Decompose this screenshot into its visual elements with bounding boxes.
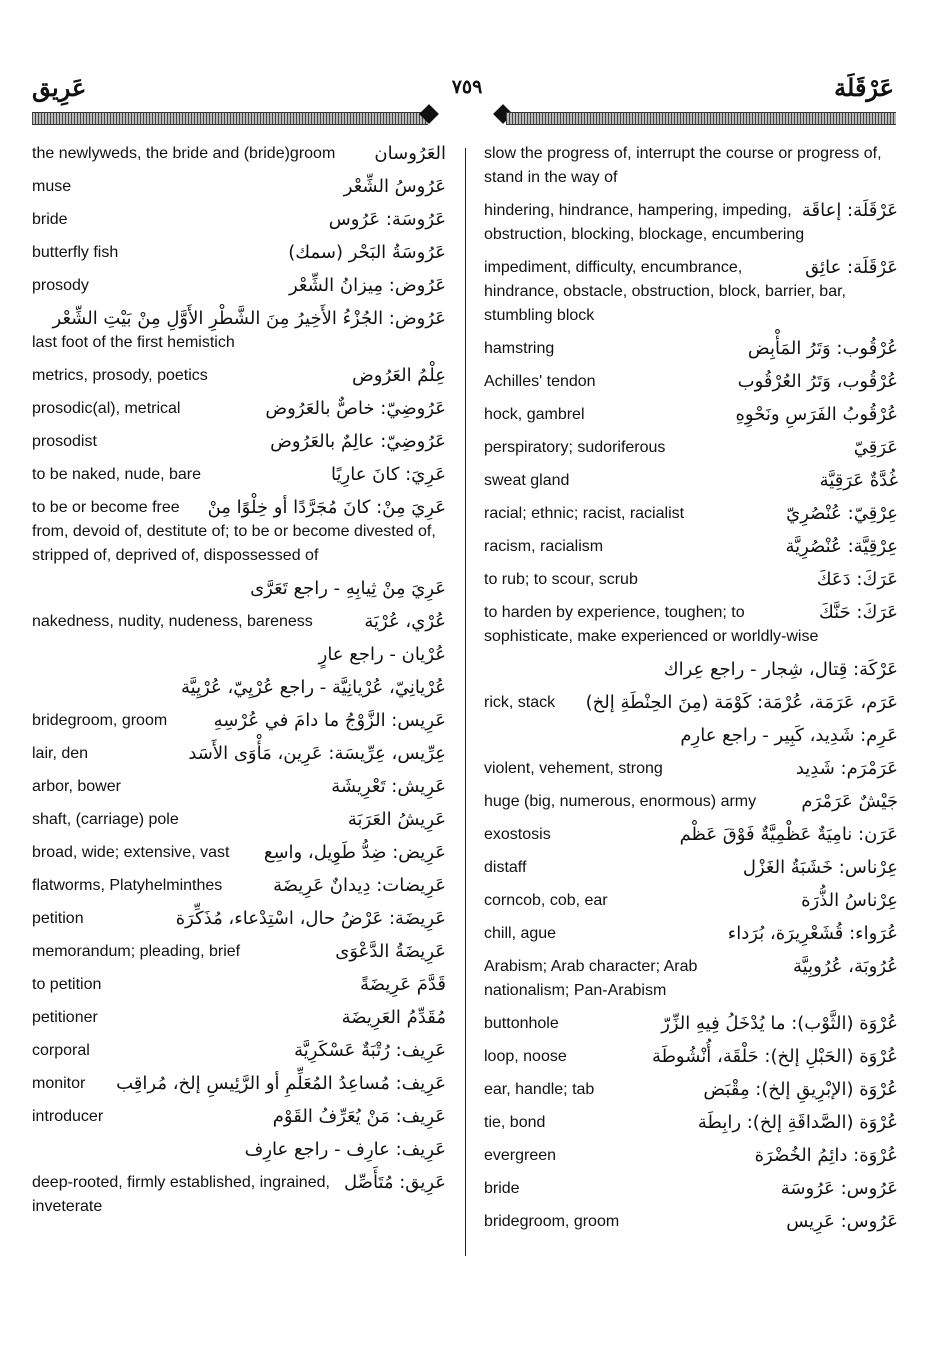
english-definition: hock, gambrel	[484, 406, 585, 423]
arabic-headword: عَرِيضات: دِيدانٌ عَرِيضَة	[273, 875, 446, 896]
english-definition: hamstring	[484, 340, 555, 357]
dictionary-entry	[484, 256, 898, 328]
dictionary-entry	[32, 241, 446, 265]
dictionary-entry	[484, 856, 898, 880]
arabic-headword: عُرْيان - راجع عارٍ	[318, 644, 446, 665]
arabic-headword: عَرِيضَة: عَرْضُ حال، اسْتِدْعاء، مُذَكِّرَة	[175, 908, 446, 929]
arabic-headword: عَرِيش: تَعْرِيشَة	[331, 776, 446, 797]
dictionary-entry	[484, 601, 898, 649]
dictionary-entry	[32, 610, 446, 634]
dictionary-entry	[32, 274, 446, 298]
arabic-headword: عُرْقُوبُ الفَرَسِ ونَحْوِهِ	[735, 404, 898, 425]
arabic-headword: جَيْشٌ عَرَمْرَم	[801, 791, 898, 812]
english-definition: bridegroom, groom	[484, 1213, 620, 1230]
arabic-headword: عَرَن: نامِيَةٌ عَظْمِيَّةٌ فَوْقَ عَظْم	[679, 824, 898, 845]
arabic-headword: عَرِيس: الزَّوْجُ ما دامَ في عُرْسِهِ	[213, 710, 446, 731]
english-definition: monitor	[32, 1075, 86, 1092]
arabic-headword: عُرْيانِيّ، عُرْيانِيَّة - راجع عُرْيِيّ، عُرْيِيَّة	[180, 677, 446, 698]
dictionary-entry	[484, 922, 898, 946]
english-definition: buttonhole	[484, 1015, 559, 1032]
dictionary-entry	[484, 436, 898, 460]
arabic-headword: عِرْناسُ الذُّرَة	[801, 890, 898, 911]
english-definition: last foot of the first hemistich	[32, 334, 235, 351]
arabic-headword: قَدَّمَ عَرِيضَةً	[360, 974, 446, 995]
dictionary-entry	[484, 337, 898, 361]
dictionary-entry	[484, 790, 898, 814]
english-definition: huge (big, numerous, enormous) army	[484, 793, 757, 810]
dictionary-entry	[32, 1171, 446, 1219]
page-number: ٧٥٩	[451, 77, 483, 98]
arabic-headword: عَرَم، عَرَمَة، عُرْمَة: كَوْمَة (مِنَ الحِنْطَةِ إلخ)	[585, 692, 898, 713]
arabic-headword: عَرِيَ: كانَ عارِيًا	[331, 464, 446, 485]
english-definition: to rub; to scour, scrub	[484, 571, 638, 588]
header-rule-left	[32, 112, 428, 125]
dictionary-entry	[484, 1045, 898, 1069]
arabic-headword: عَرْقَلَة: عائِق	[805, 257, 898, 278]
arabic-headword: عَرِيف: رُتْبَةٌ عَسْكَرِيَّة	[294, 1040, 446, 1061]
dictionary-entry	[484, 535, 898, 559]
english-definition: memorandum; pleading, brief	[32, 943, 241, 960]
dictionary-entry	[32, 940, 446, 964]
dictionary-entry	[32, 307, 446, 355]
english-definition: impediment, difficulty, encumbrance, hindrance, obstacle, obstruction, block, barrier, bar, stumbling block	[484, 259, 846, 324]
arabic-headword: عُرْوَة (الإبْرِيقِ إلخ): مِقْبَض	[703, 1079, 898, 1100]
dictionary-entry	[32, 1105, 446, 1129]
dictionary-entry	[32, 841, 446, 865]
dictionary-entry	[484, 1078, 898, 1102]
arabic-headword: عَرْكَة: قِتال، شِجار - راجع عِراك	[663, 659, 898, 680]
arabic-headword: عَرِيَ مِنْ ثِيابِهِ - راجع تَعَرَّى	[250, 578, 446, 599]
english-definition: prosodic(al), metrical	[32, 400, 181, 417]
english-definition: arbor, bower	[32, 778, 121, 795]
dictionary-entry	[484, 889, 898, 913]
dictionary-entry	[32, 775, 446, 799]
left-column	[32, 142, 446, 1228]
dictionary-entry	[32, 1072, 446, 1096]
arabic-headword: عَرَمْرَم: شَدِيد	[795, 758, 898, 779]
english-definition: Achilles' tendon	[484, 373, 596, 390]
dictionary-entry	[484, 658, 898, 682]
arabic-headword: عَرُوض: مِيزانُ الشِّعْر	[288, 275, 446, 296]
english-definition: petitioner	[32, 1009, 98, 1026]
dictionary-entry	[484, 1012, 898, 1036]
arabic-headword: عِرْناس: خَشَبَةُ الغَزْل	[742, 857, 898, 878]
header-rule-right	[506, 112, 896, 125]
dictionary-entry	[484, 403, 898, 427]
arabic-headword: عَرُوسَةُ البَحْر (سمك)	[288, 242, 446, 263]
dictionary-entry	[484, 1111, 898, 1135]
english-definition: bride	[484, 1180, 520, 1197]
english-definition: corncob, cob, ear	[484, 892, 608, 909]
arabic-headword: عَرَكَ: دَعَكَ	[816, 569, 898, 590]
english-definition: racial; ethnic; racist, racialist	[484, 505, 685, 522]
english-definition: shaft, (carriage) pole	[32, 811, 179, 828]
english-definition: sweat gland	[484, 472, 570, 489]
dictionary-entry	[32, 463, 446, 487]
english-definition: petition	[32, 910, 84, 927]
english-definition: prosody	[32, 277, 89, 294]
dictionary-entry	[484, 1144, 898, 1168]
english-definition: metrics, prosody, poetics	[32, 367, 208, 384]
arabic-headword: عَرِيف: مَنْ يُعَرِّفُ القَوْم	[272, 1106, 446, 1127]
english-definition: to petition	[32, 976, 102, 993]
dictionary-entry	[32, 577, 446, 601]
arabic-headword: غُدَّةٌ عَرَقِيَّة	[819, 470, 898, 491]
arabic-headword: عَرَكَ: حَنَّكَ	[818, 602, 898, 623]
arabic-headword: عُرْقُوب، وَتَرُ العُرْقُوب	[737, 371, 898, 392]
dictionary-entry	[484, 1177, 898, 1201]
english-definition: evergreen	[484, 1147, 557, 1164]
arabic-headword: عَرُوسُ الشِّعْر	[343, 176, 446, 197]
arabic-headword: مُقَدِّمُ العَرِيضَة	[341, 1007, 446, 1028]
dictionary-entry	[32, 973, 446, 997]
english-definition: the newlyweds, the bride and (bride)groom	[32, 145, 336, 162]
dictionary-entry	[32, 742, 446, 766]
english-definition: perspiratory; sudoriferous	[484, 439, 666, 456]
column-divider	[465, 148, 466, 1256]
dictionary-entry	[484, 370, 898, 394]
arabic-headword: العَرُوسان	[374, 143, 446, 164]
arabic-headword: عِلْمُ العَرُوض	[352, 365, 446, 386]
dictionary-entry	[484, 955, 898, 1003]
english-definition: lair, den	[32, 745, 89, 762]
english-definition: slow the progress of, interrupt the course or progress of, stand in the way of	[484, 145, 882, 186]
dictionary-entry	[32, 1006, 446, 1030]
english-definition: broad, wide; extensive, vast	[32, 844, 230, 861]
dictionary-entry	[32, 496, 446, 568]
arabic-headword: عُرُوبَة، عُرُوبِيَّة	[792, 956, 898, 977]
english-definition: to be naked, nude, bare	[32, 466, 202, 483]
arabic-headword: عَرُوس: عَرُوسَة	[780, 1178, 898, 1199]
arabic-headword: عِرْقِيَّة: عُنْصُرِيَّة	[785, 536, 898, 557]
arabic-headword: عُرَواء: قُشَعْرِيرَة، بُرَداء	[727, 923, 898, 944]
arabic-headword: عَرِيضَةُ الدَّعْوَى	[335, 941, 446, 962]
dictionary-entry	[32, 175, 446, 199]
english-definition: to be or become free from, devoid of, destitute of; to be or become divested of, stripped of, deprived of, dispossessed of	[32, 499, 436, 564]
english-definition: loop, noose	[484, 1048, 567, 1065]
dictionary-entry	[32, 364, 446, 388]
arabic-headword: عَرِيق: مُتَأَصِّل	[344, 1172, 446, 1193]
arabic-headword: عِرِّيس، عِرِّيسَة: عَرِين، مَأْوَى الأَسَد	[188, 743, 446, 764]
dictionary-entry	[32, 643, 446, 667]
arabic-headword: عَرِيشُ العَرَبَة	[347, 809, 446, 830]
running-head-right: عَرْقَلَة	[834, 76, 894, 102]
dictionary-entry	[32, 709, 446, 733]
arabic-headword: عُرْوَة (الحَبْلِ إلخ): حَلْقَة، أُنْشُوطَة	[651, 1046, 898, 1067]
dictionary-entry	[484, 502, 898, 526]
arabic-headword: عَرِيف: عارِف - راجع عارِف	[244, 1139, 446, 1160]
dictionary-entry	[32, 874, 446, 898]
english-definition: deep-rooted, firmly established, ingrained, inveterate	[32, 1174, 330, 1215]
dictionary-entry	[32, 907, 446, 931]
arabic-headword: عَرَقِيّ	[853, 437, 898, 458]
english-definition: ear, handle; tab	[484, 1081, 595, 1098]
arabic-headword: عَرُوسَة: عَرُوس	[328, 209, 446, 230]
arabic-headword: عَرِيض: ضِدُّ طَوِيل، واسِع	[263, 842, 446, 863]
arabic-headword: عِرْقِيّ: عُنْصُرِيّ	[786, 503, 898, 524]
english-definition: muse	[32, 178, 72, 195]
arabic-headword: عَرْقَلَة: إعاقَة	[801, 200, 898, 221]
english-definition: introducer	[32, 1108, 104, 1125]
english-definition: tie, bond	[484, 1114, 546, 1131]
dictionary-entry	[32, 142, 446, 166]
english-definition: to harden by experience, toughen; to sophisticate, make experienced or worldly-wise	[484, 604, 819, 645]
running-head-left: عَرِيق	[32, 76, 87, 102]
arabic-headword: عُرْوَة (الثَّوْب): ما يُدْخَلُ فِيهِ الزِّرّ	[661, 1013, 898, 1034]
arabic-headword: عَرِيَ مِنْ: كانَ مُجَرَّدًا أو خِلْوًا مِنْ	[207, 497, 446, 518]
dictionary-entry	[484, 823, 898, 847]
arabic-headword: عَرِيف: مُساعِدُ المُعَلِّمِ أو الرَّئِيسِ إلخ، مُراقِب	[116, 1073, 446, 1094]
english-definition: exostosis	[484, 826, 551, 843]
arabic-headword: عَرُوس: عَرِيس	[786, 1211, 898, 1232]
arabic-headword: عُرْوَة (الصَّداقَةِ إلخ): رابِطَة	[697, 1112, 898, 1133]
dictionary-entry	[484, 142, 898, 190]
english-definition: racism, racialism	[484, 538, 604, 555]
arabic-headword: عَرُوضِيّ: عالِمٌ بالعَرُوض	[270, 431, 446, 452]
dictionary-entry	[32, 676, 446, 700]
dictionary-entry	[32, 397, 446, 421]
dictionary-entry	[32, 1039, 446, 1063]
arabic-headword: عَرُوض: الجُزْءُ الأَخِيرُ مِنَ الشَّطْرِ الأَوَّلِ مِنْ بَيْتِ الشِّعْر	[52, 308, 446, 329]
dictionary-entry	[32, 430, 446, 454]
english-definition: distaff	[484, 859, 527, 876]
arabic-headword: عَرِم: شَدِيد، كَبِير - راجع عارِم	[680, 725, 898, 746]
dictionary-entry	[484, 757, 898, 781]
dictionary-entry	[484, 1210, 898, 1234]
right-column	[484, 142, 898, 1243]
dictionary-entry	[484, 568, 898, 592]
english-definition: corporal	[32, 1042, 90, 1059]
dictionary-entry	[32, 1138, 446, 1162]
dictionary-entry	[32, 208, 446, 232]
english-definition: chill, ague	[484, 925, 557, 942]
english-definition: butterfly fish	[32, 244, 119, 261]
english-definition: hindering, hindrance, hampering, impeding, obstruction, blocking, blockage, encumbering	[484, 202, 805, 243]
arabic-headword: عُرْوَة: دائِمُ الخُضْرَة	[754, 1145, 898, 1166]
arabic-headword: عَرُوضِيّ: خاصٌّ بالعَرُوض	[265, 398, 446, 419]
dictionary-entry	[484, 199, 898, 247]
arabic-headword: عُرْي، عُرْيَة	[364, 611, 446, 632]
english-definition: bride	[32, 211, 68, 228]
english-definition: rick, stack	[484, 694, 556, 711]
arabic-headword: عُرْقُوب: وَتَرُ المَأْبِض	[747, 338, 898, 359]
english-definition: violent, vehement, strong	[484, 760, 663, 777]
english-definition: Arabism; Arab character; Arab nationalism; Pan-Arabism	[484, 958, 698, 999]
english-definition: bridegroom, groom	[32, 712, 168, 729]
english-definition: nakedness, nudity, nudeness, bareness	[32, 613, 313, 630]
dictionary-entry	[484, 469, 898, 493]
english-definition: flatworms, Platyhelminthes	[32, 877, 223, 894]
dictionary-entry	[484, 691, 898, 715]
english-definition: prosodist	[32, 433, 97, 450]
dictionary-entry	[484, 724, 898, 748]
dictionary-entry	[32, 808, 446, 832]
